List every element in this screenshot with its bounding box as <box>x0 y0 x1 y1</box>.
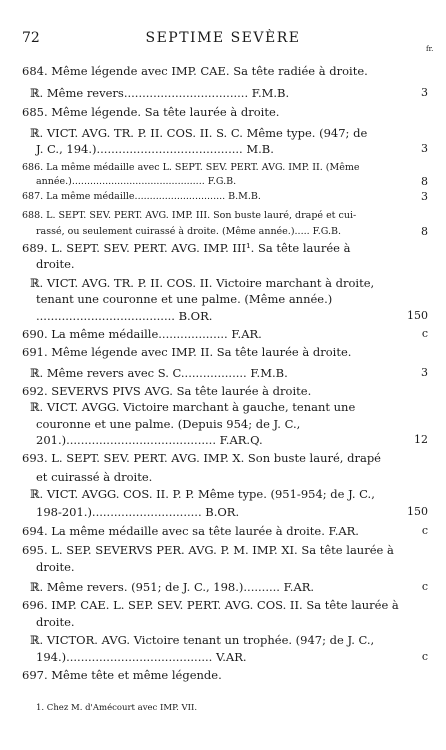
entry-line: ℝ. Même revers.................................. F.M.B. <box>30 86 290 100</box>
entry-line: droite. <box>36 615 75 629</box>
entry-line: droite. <box>36 560 75 574</box>
entry-value: 3 <box>421 142 428 155</box>
entry-value: 8 <box>421 225 428 238</box>
entry-value: 150 <box>407 505 428 518</box>
column-label: fr. <box>426 45 434 53</box>
entry-line: 696. IMP. CAE. L. SEP. SEV. PERT. AVG. COS. II. Sa tête laurée à <box>22 598 399 612</box>
entry-line: J. C., 194.)........................................ M.B. <box>36 142 274 156</box>
entry-line: 692. SEVERVS PIVS AVG. Sa tête laurée à droite. <box>22 384 312 398</box>
entry-line: 687. La même médaille.............................. B.M.B. <box>22 191 261 202</box>
entry-value: c <box>421 650 428 663</box>
entry-line: 693. L. SEPT. SEV. PERT. AVG. IMP. X. Son buste lauré, drapé <box>22 451 381 465</box>
entry-line: ℝ. Même revers avec S. C.................. F.M.B. <box>30 366 288 380</box>
entry-line: ℝ. VICT. AVG. TR. P. II. COS. II. S. C. Même type. (947; de <box>30 126 368 140</box>
page-number: 72 <box>22 30 40 46</box>
entry-line: ℝ. VICT. AVGG. COS. II. P. P. Même type. (951-954; de J. C., <box>30 487 375 501</box>
entry-value: c <box>421 327 428 340</box>
footnote: 1. Chez M. d'Amécourt avec IMP. VII. <box>36 703 198 713</box>
entry-value: 3 <box>421 366 428 379</box>
entry-line: ℝ. VICTOR. AVG. Victoire tenant un trophée. (947; de J. C., <box>30 633 375 647</box>
entry-line: 686. La même médaille avec L. SEPT. SEV. PERT. AVG. IMP. II. (Même <box>22 162 360 173</box>
entry-line: rassé, ou seulement cuirassé à droite. (Même année.)..... F.G.B. <box>36 226 342 237</box>
entry-line: 198-201.).............................. B.OR. <box>36 505 240 519</box>
page-title: SEPTIME SEVÈRE <box>145 30 301 46</box>
entry-line: 201.)......................................... F.AR.Q. <box>36 433 263 447</box>
entry-value: 12 <box>414 433 428 446</box>
entry-line: 695. L. SEP. SEVERVS PER. AVG. P. M. IMP. XI. Sa tête laurée à <box>22 543 394 557</box>
entry-line: couronne et une palme. (Depuis 954; de J. C., <box>36 417 301 431</box>
entry-value: 3 <box>421 86 428 99</box>
entry-line: 689. L. SEPT. SEV. PERT. AVG. IMP. III¹. Sa tête laurée à <box>22 241 351 255</box>
entry-line: 697. Même tête et même légende. <box>22 668 222 682</box>
entry-line: année.)............................................ F.G.B. <box>36 176 237 187</box>
entry-line: ℝ. Même revers. (951; de J. C., 198.).......... F.AR. <box>30 580 315 594</box>
entry-value: c <box>421 524 428 537</box>
entry-value: 150 <box>407 309 428 322</box>
entry-line: droite. <box>36 257 75 271</box>
entry-line: ℝ. VICT. AVG. TR. P. II. COS. II. Victoire marchant à droite, <box>30 276 375 290</box>
entry-line: 685. Même légende. Sa tête laurée à droite. <box>22 105 280 119</box>
entry-line: 194.)........................................ V.AR. <box>36 650 247 664</box>
entry-line: ...................................... B.OR. <box>36 309 213 323</box>
entry-line: 694. La même médaille avec sa tête laurée à droite. F.AR. <box>22 524 359 538</box>
entry-line: 688. L. SEPT. SEV. PERT. AVG. IMP. III. Son buste lauré, drapé et cui- <box>22 210 357 221</box>
entry-line: et cuirassé à droite. <box>36 470 153 484</box>
entry-line: 684. Même légende avec IMP. CAE. Sa tête radiée à droite. <box>22 64 368 78</box>
entry-line: 690. La même médaille................... F.AR. <box>22 327 262 341</box>
entry-line: tenant une couronne et une palme. (Même année.) <box>36 292 333 306</box>
entry-value: 8 <box>421 175 428 188</box>
entry-line: 691. Même légende avec IMP. II. Sa tête laurée à droite. <box>22 345 352 359</box>
entry-line: ℝ. VICT. AVGG. Victoire marchant à gauche, tenant une <box>30 400 356 414</box>
entry-value: 3 <box>421 190 428 203</box>
entry-value: c <box>421 580 428 593</box>
